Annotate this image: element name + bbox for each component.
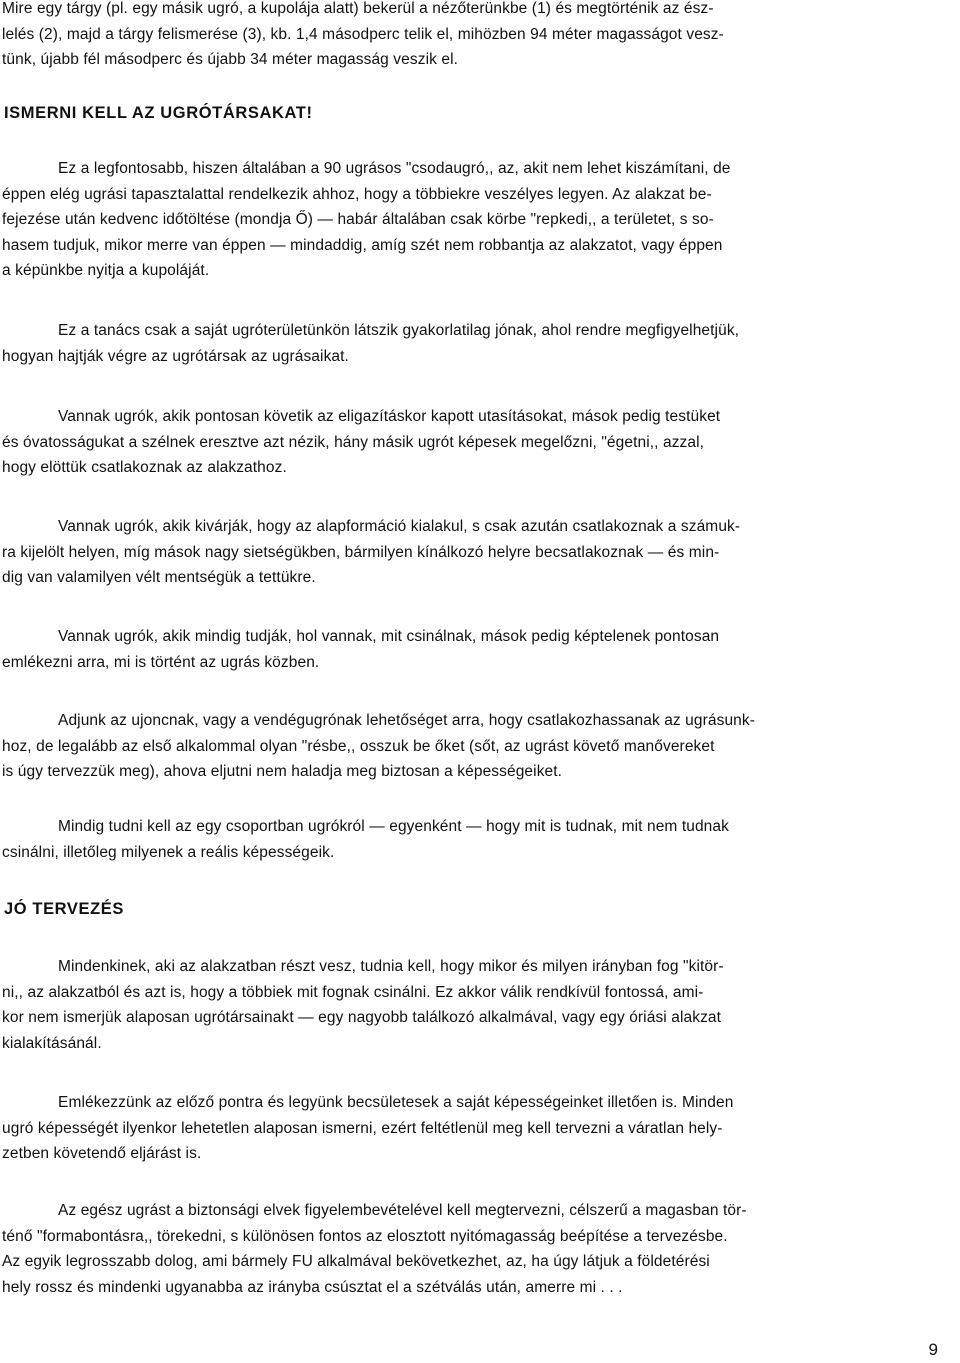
paragraph-kivarjak xyxy=(2,514,950,591)
text-line: Az egyik legrosszabb dolog, ami bármely FU alkalmával bekövetkezhet, az, ha úgy látjuk a földetérési xyxy=(2,1253,710,1270)
text-line: Emlékezzünk az előző pontra és legyünk becsületesek a saját képességeinket illetően is. Minden xyxy=(58,1094,734,1111)
text-line: ni,, az alakzatból és azt is, hogy a többiek mit fognak csinálni. Ez akkor válik rendkívül fontossá, ami- xyxy=(2,983,704,1001)
section-heading-ismerni: ISMERNI KELL AZ UGRÓTÁRSAKAT! xyxy=(4,104,313,122)
page-number: 9 xyxy=(928,1340,938,1359)
text-line: zetben követendő eljárást is. xyxy=(2,1145,202,1162)
paragraph-egesz-ugras xyxy=(2,1198,950,1300)
paragraph-csodaugro xyxy=(2,156,950,284)
text-line: hogyan hajtják végre az ugrótársak az ugrásaikat. xyxy=(2,347,349,365)
text-line: Mindenkinek, aki az alakzatban részt vesz, tudnia kell, hogy mikor és milyen irányban fog "kitör- xyxy=(58,958,724,975)
text-line: Adjunk az ujoncnak, vagy a vendégugrónak lehetőséget arra, hogy csatlakozhassanak az ugrásunk- xyxy=(58,712,755,729)
text-line: Vannak ugrók, akik kivárják, hogy az alapformáció kialakul, s csak azután csatlakoznak a számuk- xyxy=(58,518,741,535)
text-line: hoz, de legalább az első alkalommal olyan "résbe,, osszuk be őket (sőt, az ugrást követő manővereket xyxy=(2,737,715,755)
text-line: ugró képességét ilyenkor lehetetlen alaposan ismerni, ezért feltétlenül meg kell tervezni a váratlan hely- xyxy=(2,1119,723,1137)
text-line: hely rossz és mindenki ugyanabba az irányba csúsztat el a szétválás után, amerre mi . . . xyxy=(2,1278,623,1296)
text-line: hogy elöttük csatlakoznak az alakzathoz. xyxy=(2,459,287,476)
paragraph-mindig-tudni xyxy=(2,814,950,865)
text-line: Ez a tanács csak a saját ugróterületünkön látszik gyakorlatilag jónak, ahol rendre megfigyelhetjük, xyxy=(58,322,740,339)
paragraph-tanacs xyxy=(2,318,950,369)
section-heading-jo-tervezes: JÓ TERVEZÉS xyxy=(4,900,124,918)
paragraph-mindig-tudjak xyxy=(2,624,950,675)
text-line: Ez a legfontosabb, hiszen általában a 90 ugrásos "csodaugró,, az, akit nem lehet kiszámítani, de xyxy=(58,160,731,177)
text-line: hasem tudjuk, mikor merre van éppen — mindaddig, amíg szét nem robbantja az alakzatot, vagy éppen xyxy=(2,236,723,254)
text-line: a képünkbe nyitja a kupoláját. xyxy=(2,262,210,279)
paragraph-emlekezzunk xyxy=(2,1090,950,1167)
paragraph-mindenkinek xyxy=(2,954,950,1056)
paragraph-intro xyxy=(2,0,950,73)
text-line: ra kijelölt helyen, míg mások nagy sietségükben, bármilyen kínálkozó helyre becsatlakoznak — és min- xyxy=(2,543,720,561)
text-line: is úgy tervezzük meg), ahova eljutni nem haladja meg biztosan a képességeiket. xyxy=(2,763,563,780)
text-line: kialakításánál. xyxy=(2,1034,102,1052)
text-line: csinálni, illetőleg milyenek a reális képességeik. xyxy=(2,843,335,861)
text-line: éppen elég ugrási tapasztalattal rendelkezik ahhoz, hogy a többiekre veszélyes legyen. Az alakzat be- xyxy=(2,185,712,203)
text-line: ténő "formabontásra,, törekedni, s különösen fontos az elosztott nyitómagasság beépítése a tervezésbe. xyxy=(2,1227,728,1245)
text-line: kor nem ismerjük alaposan ugrótársainakt — egy nagyobb találkozó alkalmával, vagy egy óriási alakzat xyxy=(2,1009,722,1026)
text-line: lelés (2), majd a tárgy felismerése (3), kb. 1,4 másodperc telik el, mihözben 94 méter magasságot vesz- xyxy=(2,25,724,43)
paragraph-pontosan xyxy=(2,404,950,481)
text-line: Vannak ugrók, akik pontosan követik az eligazításkor kapott utasításokat, mások pedig testüket xyxy=(58,408,721,425)
text-line: dig van valamilyen vélt mentségük a tettükre. xyxy=(2,569,316,586)
text-line: Az egész ugrást a biztonsági elvek figyelembevételével kell megtervezni, célszerű a magasban tör- xyxy=(58,1202,747,1219)
text-line: Vannak ugrók, akik mindig tudják, hol vannak, mit csinálnak, mások pedig képtelenek pontosan xyxy=(58,628,720,645)
text-line: Mindig tudni kell az egy csoportban ugrókról — egyenként — hogy mit is tudnak, mit nem tudnak xyxy=(58,818,729,835)
text-line: fejezése után kedvenc időtöltése (mondja Ő) — habár általában csak körbe "repkedi,, a területet, s so- xyxy=(2,211,714,228)
text-line: és óvatosságukat a szélnek eresztve azt nézik, hány másik ugrót képesek megelőzni, "égetni,, azzal, xyxy=(2,433,705,451)
paragraph-ujonc xyxy=(2,708,950,785)
text-line: emlékezni arra, mi is történt az ugrás közben. xyxy=(2,653,320,671)
text-line: tünk, újabb fél másodperc és újabb 34 méter magasság veszik el. xyxy=(2,51,459,68)
text-line: Mire egy tárgy (pl. egy másik ugró, a kupolája alatt) bekerül a nézőterünkbe (1) és megtörténik az ész- xyxy=(2,0,714,17)
